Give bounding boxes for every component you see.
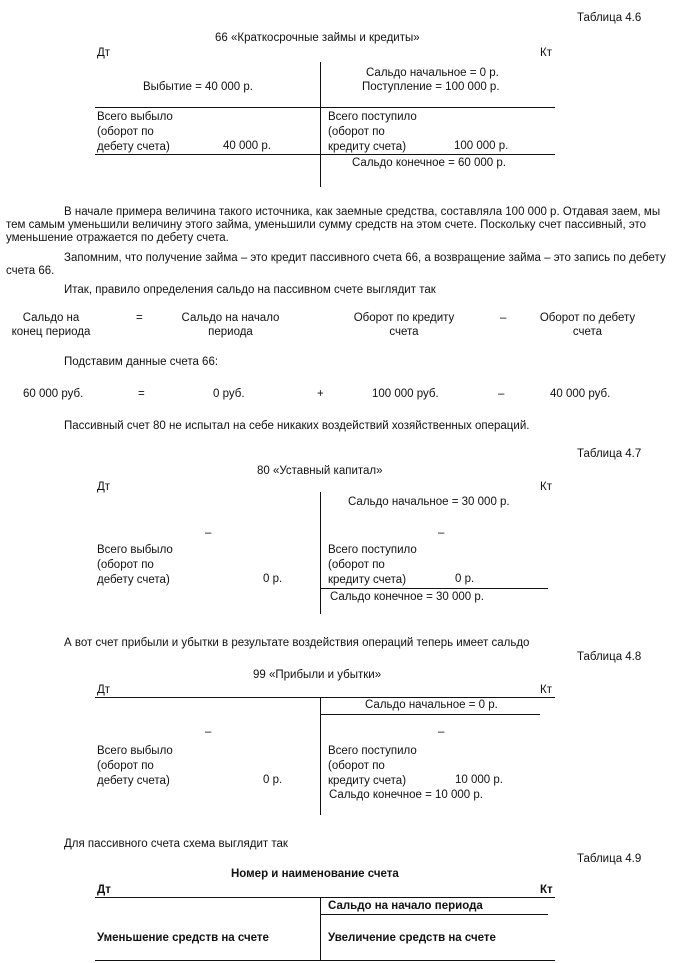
- table-4-6-credit-total: Всего поступило (оборот по кредиту счета): [328, 111, 417, 153]
- table-4-9-title: Номер и наименование счета: [231, 868, 399, 880]
- table-4-6-title: 66 «Краткосрочные займы и кредиты»: [215, 32, 420, 44]
- table-4-6-credit-entry: Поступление = 100 000 р.: [362, 81, 500, 93]
- table-4-8-header-line: [95, 697, 555, 698]
- table-4-8-credit-total-value: 10 000 р.: [455, 774, 503, 786]
- table-4-7-closing: Сальдо конечное = 30 000 р.: [330, 591, 484, 603]
- paragraph-5: Пассивный счет 80 не испытал на себе никаких воздействий хозяйственных операций.: [64, 420, 530, 432]
- formula-equals: =: [136, 312, 143, 324]
- example-minus: –: [498, 388, 505, 400]
- table-4-6-closing-line: [95, 154, 555, 155]
- table-4-7-credit-total: Всего поступило (оборот по кредиту счета): [328, 544, 417, 586]
- table-4-6-closing: Сальдо конечное = 60 000 р.: [352, 157, 506, 169]
- paragraph-4: Подставим данные счета 66:: [64, 356, 219, 368]
- table-4-9-left: Уменьшение средств на счете: [97, 932, 269, 944]
- table-4-8-title: 99 «Прибыли и убытки»: [253, 669, 382, 681]
- paragraph-7: Для пассивного счета схема выглядит так: [64, 838, 288, 850]
- table-4-7-debit-total: Всего выбыло (оборот по дебету счета): [97, 544, 173, 586]
- table-4-7-dash-right: –: [438, 527, 445, 539]
- table-4-7-caption: Таблица 4.7: [577, 448, 642, 460]
- formula-term-3: Оборот по кредиту счета: [353, 312, 455, 338]
- table-4-8-debit-label: Дт: [97, 684, 111, 696]
- example-value-3: 100 000 руб.: [372, 388, 439, 400]
- example-value-1: 60 000 руб.: [23, 388, 84, 400]
- table-4-7-credit-total-value: 0 р.: [455, 573, 475, 585]
- paragraph-2: Запомним, что получение займа – это кредит пассивного счета 66, а возвращение займа – это запись по дебету счета 66.: [6, 252, 666, 277]
- table-4-8-credit-total: Всего поступило (оборот по кредиту счета): [328, 745, 417, 787]
- table-4-8-closing: Сальдо конечное = 10 000 р.: [329, 789, 483, 801]
- paragraph-6: А вот счет прибыли и убытки в результате воздействия операций теперь имеет сальдо: [64, 637, 530, 649]
- table-4-6-debit-total: Всего выбыло (оборот по дебету счета): [97, 111, 173, 153]
- table-4-6-debit-entry: Выбытие = 40 000 р.: [143, 81, 253, 93]
- table-4-8-debit-total-value: 0 р.: [263, 774, 283, 786]
- example-equals: =: [138, 388, 145, 400]
- table-4-7-credit-label: Кт: [540, 481, 552, 493]
- table-4-6-caption: Таблица 4.6: [577, 12, 642, 24]
- table-4-7-title: 80 «Уставный капитал»: [257, 465, 383, 477]
- table-4-8-opening: Сальдо начальное = 0 р.: [365, 699, 498, 711]
- paragraph-1: В начале примера величина такого источника, как заемные средства, составляла 100 000 р. Отдавая заем, мы тем самым уменьшили величину этого займа, уменьшили сумму средств на этом счете. Поскольку счет пассивный, это уменьшение отражается по дебету счета.: [6, 206, 661, 244]
- table-4-7-dash-left: –: [205, 527, 212, 539]
- table-4-9-credit-label: Кт: [540, 884, 553, 896]
- table-4-6-credit-label: Кт: [540, 47, 552, 59]
- table-4-9-header-line: [95, 897, 555, 898]
- table-4-6-debit-total-value: 40 000 р.: [223, 140, 271, 152]
- table-4-7-closing-line: [320, 588, 548, 589]
- table-4-8-debit-total: Всего выбыло (оборот по дебету счета): [97, 745, 173, 787]
- table-4-9-opening-line: [320, 914, 548, 915]
- example-plus: +: [317, 388, 324, 400]
- table-4-8-credit-label: Кт: [540, 684, 552, 696]
- formula-term-4: Оборот по дебету счета: [539, 312, 636, 338]
- table-4-8-caption: Таблица 4.8: [577, 651, 642, 663]
- table-4-8-dash-right: –: [438, 726, 445, 738]
- table-4-7-debit-label: Дт: [97, 481, 111, 493]
- example-value-2: 0 руб.: [213, 388, 245, 400]
- table-4-7-debit-total-value: 0 р.: [263, 573, 283, 585]
- table-4-8-opening-line: [320, 714, 540, 715]
- table-4-8-dash-left: –: [205, 726, 212, 738]
- table-4-9-opening: Сальдо на начало периода: [328, 900, 483, 912]
- table-4-9-bottom-line: [95, 960, 555, 961]
- example-value-4: 40 000 руб.: [550, 388, 611, 400]
- table-4-7-opening: Сальдо начальное = 30 000 р.: [348, 496, 510, 508]
- paragraph-3: Итак, правило определения сальдо на пассивном счете выглядит так: [64, 284, 436, 296]
- table-4-6-turnover-line: [95, 107, 555, 108]
- formula-term-1: Сальдо на конец периода: [11, 312, 91, 338]
- table-4-6-credit-total-value: 100 000 р.: [454, 140, 509, 152]
- table-4-6-debit-label: Дт: [97, 47, 111, 59]
- table-4-9-caption: Таблица 4.9: [577, 853, 642, 865]
- table-4-9-debit-label: Дт: [97, 884, 111, 896]
- table-4-9-divider: [320, 897, 321, 960]
- formula-minus: –: [500, 312, 507, 324]
- table-4-6-divider: [320, 62, 321, 187]
- table-4-9-right: Увеличение средств на счете: [328, 932, 496, 944]
- formula-term-2: Сальдо на начало периода: [181, 312, 280, 338]
- table-4-7-divider: [320, 492, 321, 614]
- table-4-6-opening: Сальдо начальное = 0 р.: [366, 67, 499, 79]
